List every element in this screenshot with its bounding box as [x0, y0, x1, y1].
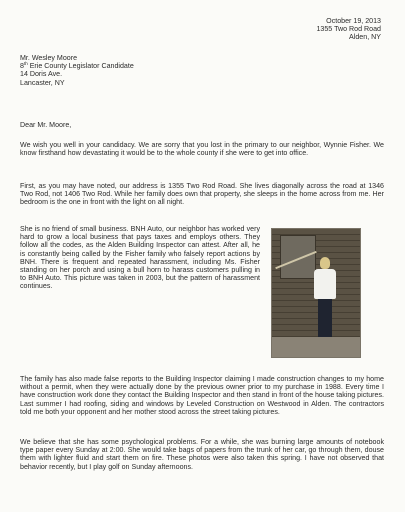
paragraph-4: The family has also made false reports to the Building Inspector claiming I made construction changes to my home without a permit, when they were actually done by the previous owner prior to my purchase in 1988. Every time I have construction work done they contact the Building Inspector and then stand in front of the house taking pictures. Last summer I had roofing, siding and windows by Leveled Construction on Westwood in Alden. The contractors told me both your opponent and her mother stood across the street taking pictures.: [20, 375, 384, 416]
photo-person-head: [320, 257, 330, 269]
recipient-title-number: 8: [20, 62, 24, 71]
paragraph-1: We wish you well in your candidacy. We are sorry that you lost in the primary to our neighbor, Wynnie Fisher. We know firsthand how devastating it would be to the whole county if she were to get into office.: [20, 141, 384, 158]
recipient-title-ordinal: th: [23, 61, 28, 67]
recipient-title-text: Erie County Legislator Candidate: [27, 62, 134, 71]
sender-city: Alden, NY: [349, 33, 381, 42]
recipient-street: 14 Doris Ave.: [20, 70, 63, 79]
letter-date: October 19, 2013: [326, 17, 381, 25]
greeting: Dear Mr. Moore,: [20, 121, 72, 129]
recipient-name: Mr. Wesley Moore: [20, 54, 78, 62]
recipient-city: Lancaster, NY: [20, 78, 65, 87]
photo-person: [310, 257, 340, 341]
photo-person-legs: [318, 299, 332, 337]
paragraph-2: First, as you may have noted, our address is 1355 Two Rod Road. She lives diagonally across the road at 1346 Two Rod, not 1406 Two Rod. While her family does own that property, she sleeps in the home across from me. Her bedroom is the one in front with the light on all night.: [20, 182, 384, 207]
porch-photo: [271, 228, 361, 358]
sender-block: [316, 17, 381, 42]
recipient-title: [20, 62, 134, 70]
photo-person-torso: [314, 269, 336, 299]
sender-street: 1355 Two Rod Road: [316, 25, 381, 34]
paragraph-3: She is no friend of small business. BNH Auto, our neighbor has worked very hard to grow a local business that pays taxes and employs others. They follow all the codes, as the Alden Building Inspector can attest. After all, he is constantly being called by the Fisher family who falsely report actions by BNH. There is frequent and repeated harassment, including Ms. Fisher standing on her porch and using a bull horn to harass customers pulling in to BNH Auto. This picture was taken in 2003, but the pattern of harassment continues.: [20, 225, 260, 291]
photo-porch: [272, 337, 360, 357]
paragraph-5: We believe that she has some psychological problems. For a while, she was burning large amounts of notebook type paper every Sunday at 2:00. She would take bags of papers from the trunk of her car, go through them, douse them with lighter fluid and start them on fire. These photos were also taken this spring. I have not observed that behavior recently, but I play golf on Sunday afternoons.: [20, 438, 384, 471]
recipient-block: [20, 54, 134, 87]
